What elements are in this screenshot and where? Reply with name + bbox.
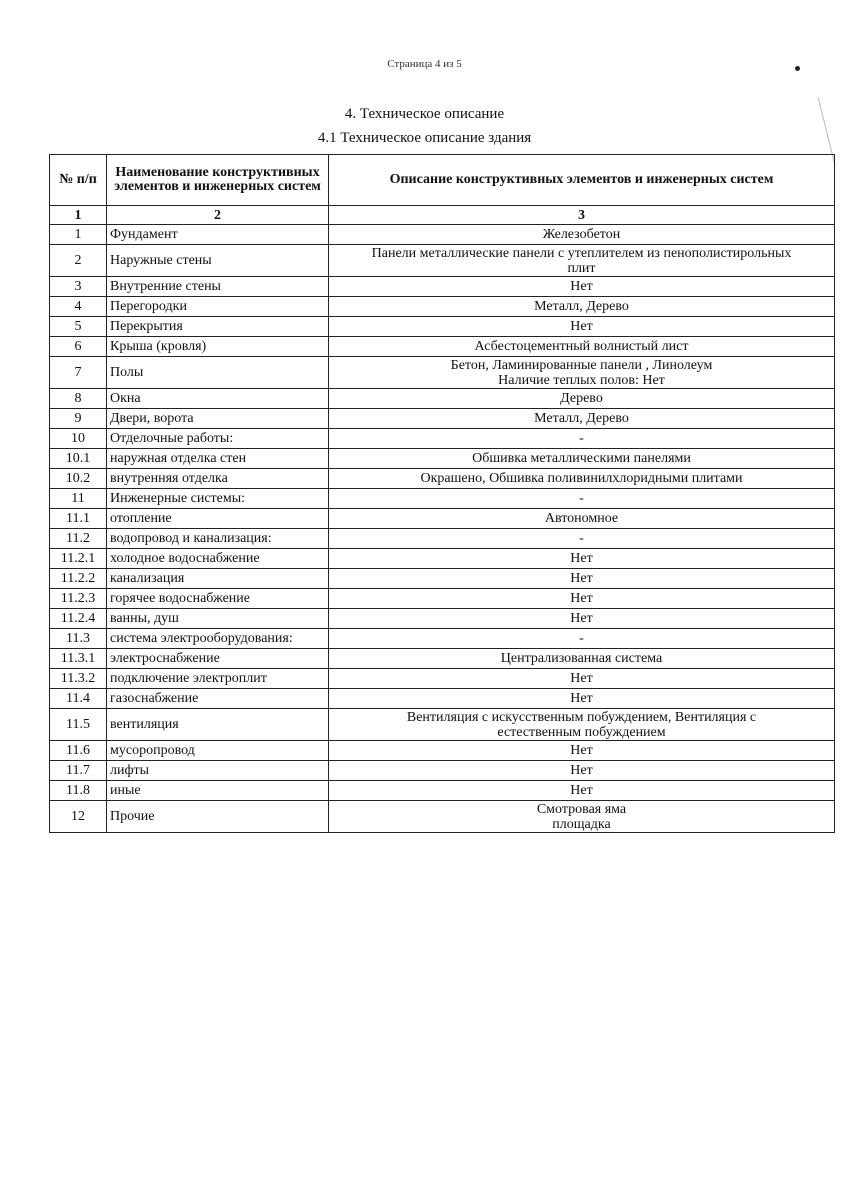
row-number: 1 <box>50 225 107 245</box>
table-row <box>50 489 835 509</box>
table-header-row <box>50 155 835 206</box>
row-number: 11.3 <box>50 629 107 649</box>
row-description: Нет <box>329 317 835 337</box>
row-description: - <box>329 629 835 649</box>
table-row <box>50 225 835 245</box>
row-description: - <box>329 489 835 509</box>
row-number: 2 <box>50 245 107 277</box>
row-element-name: Наружные стены <box>107 245 329 277</box>
row-description: Обшивка металлическими панелями <box>329 449 835 469</box>
row-number: 11.3.1 <box>50 649 107 669</box>
table-row <box>50 689 835 709</box>
row-element-name: Двери, ворота <box>107 409 329 429</box>
table-row <box>50 337 835 357</box>
row-number: 10.2 <box>50 469 107 489</box>
row-element-name: газоснабжение <box>107 689 329 709</box>
row-description: Нет <box>329 549 835 569</box>
row-element-name: Фундамент <box>107 225 329 245</box>
row-description: Нет <box>329 689 835 709</box>
scan-mark <box>795 66 800 71</box>
row-description: Металл, Дерево <box>329 297 835 317</box>
table-row <box>50 529 835 549</box>
table-row <box>50 741 835 761</box>
table-row <box>50 589 835 609</box>
row-number: 11.2.2 <box>50 569 107 589</box>
row-number: 11.2 <box>50 529 107 549</box>
header-number: № п/п <box>50 155 107 206</box>
section-subtitle: 4.1 Техническое описание здания <box>317 130 532 146</box>
row-element-name: Перегородки <box>107 297 329 317</box>
column-number-3: 3 <box>329 206 835 225</box>
table-row <box>50 389 835 409</box>
row-number: 3 <box>50 277 107 297</box>
table-row <box>50 245 835 277</box>
row-element-name: вентиляция <box>107 709 329 741</box>
row-description: Панели металлические панели с утеплителем из пенополистирольных плит <box>329 245 835 277</box>
row-element-name: внутренняя отделка <box>107 469 329 489</box>
row-element-name: Перекрытия <box>107 317 329 337</box>
row-number: 4 <box>50 297 107 317</box>
row-number: 11.5 <box>50 709 107 741</box>
row-description: Асбестоцементный волнистый лист <box>329 337 835 357</box>
table-row <box>50 549 835 569</box>
row-element-name: Окна <box>107 389 329 409</box>
row-description: Нет <box>329 741 835 761</box>
row-element-name: подключение электроплит <box>107 669 329 689</box>
table-row <box>50 297 835 317</box>
table-row <box>50 669 835 689</box>
row-number: 11.7 <box>50 761 107 781</box>
row-element-name: наружная отделка стен <box>107 449 329 469</box>
row-description: Смотровая яма площадка <box>329 801 835 833</box>
row-description: Нет <box>329 761 835 781</box>
table-row <box>50 629 835 649</box>
table-row <box>50 449 835 469</box>
row-number: 11.4 <box>50 689 107 709</box>
row-description: Нет <box>329 277 835 297</box>
table-row <box>50 509 835 529</box>
row-element-name: холодное водоснабжение <box>107 549 329 569</box>
row-description: Нет <box>329 609 835 629</box>
section-title: 4. Техническое описание <box>344 106 505 122</box>
row-description: Дерево <box>329 389 835 409</box>
row-number: 6 <box>50 337 107 357</box>
row-element-name: отопление <box>107 509 329 529</box>
table-row <box>50 801 835 833</box>
technical-description-table <box>49 154 835 833</box>
row-number: 8 <box>50 389 107 409</box>
table-row <box>50 569 835 589</box>
row-description: Нет <box>329 589 835 609</box>
row-number: 10 <box>50 429 107 449</box>
row-number: 11.6 <box>50 741 107 761</box>
table-row <box>50 781 835 801</box>
row-element-name: иные <box>107 781 329 801</box>
row-number: 12 <box>50 801 107 833</box>
row-description: Окрашено, Обшивка поливинилхлоридными плитами <box>329 469 835 489</box>
row-element-name: система электрооборудования: <box>107 629 329 649</box>
row-number: 7 <box>50 357 107 389</box>
row-number: 11.2.1 <box>50 549 107 569</box>
table-row <box>50 709 835 741</box>
row-description: - <box>329 529 835 549</box>
row-element-name: Внутренние стены <box>107 277 329 297</box>
row-element-name: Инженерные системы: <box>107 489 329 509</box>
row-number: 11.8 <box>50 781 107 801</box>
table-row <box>50 609 835 629</box>
header-element-name: Наименование конструктивных элементов и инженерных систем <box>107 155 329 206</box>
row-number: 11 <box>50 489 107 509</box>
row-element-name: водопровод и канализация: <box>107 529 329 549</box>
row-number: 11.1 <box>50 509 107 529</box>
page-header: Страница 4 из 5 <box>387 58 462 70</box>
row-description: Нет <box>329 569 835 589</box>
row-element-name: электроснабжение <box>107 649 329 669</box>
table-row <box>50 649 835 669</box>
row-description: Нет <box>329 669 835 689</box>
column-number-row <box>50 206 835 225</box>
row-number: 9 <box>50 409 107 429</box>
row-number: 11.2.4 <box>50 609 107 629</box>
table-row <box>50 429 835 449</box>
row-description: Железобетон <box>329 225 835 245</box>
header-description: Описание конструктивных элементов и инженерных систем <box>329 155 835 206</box>
row-element-name: мусоропровод <box>107 741 329 761</box>
row-element-name: лифты <box>107 761 329 781</box>
table-row <box>50 469 835 489</box>
row-description: - <box>329 429 835 449</box>
row-element-name: Прочие <box>107 801 329 833</box>
table-row <box>50 409 835 429</box>
row-description: Вентиляция с искусственным побуждением, Вентиляция с естественным побуждением <box>329 709 835 741</box>
row-element-name: Крыша (кровля) <box>107 337 329 357</box>
row-element-name: Отделочные работы: <box>107 429 329 449</box>
row-number: 5 <box>50 317 107 337</box>
table-row <box>50 277 835 297</box>
column-number-2: 2 <box>107 206 329 225</box>
row-description: Централизованная система <box>329 649 835 669</box>
row-description: Бетон, Ламинированные панели , Линолеум Наличие теплых полов: Нет <box>329 357 835 389</box>
row-description: Автономное <box>329 509 835 529</box>
row-element-name: ванны, душ <box>107 609 329 629</box>
row-element-name: горячее водоснабжение <box>107 589 329 609</box>
row-description: Металл, Дерево <box>329 409 835 429</box>
row-number: 11.3.2 <box>50 669 107 689</box>
row-number: 10.1 <box>50 449 107 469</box>
row-number: 11.2.3 <box>50 589 107 609</box>
column-number-1: 1 <box>50 206 107 225</box>
row-description: Нет <box>329 781 835 801</box>
row-element-name: канализация <box>107 569 329 589</box>
table-row <box>50 357 835 389</box>
row-element-name: Полы <box>107 357 329 389</box>
table-row <box>50 761 835 781</box>
table-row <box>50 317 835 337</box>
